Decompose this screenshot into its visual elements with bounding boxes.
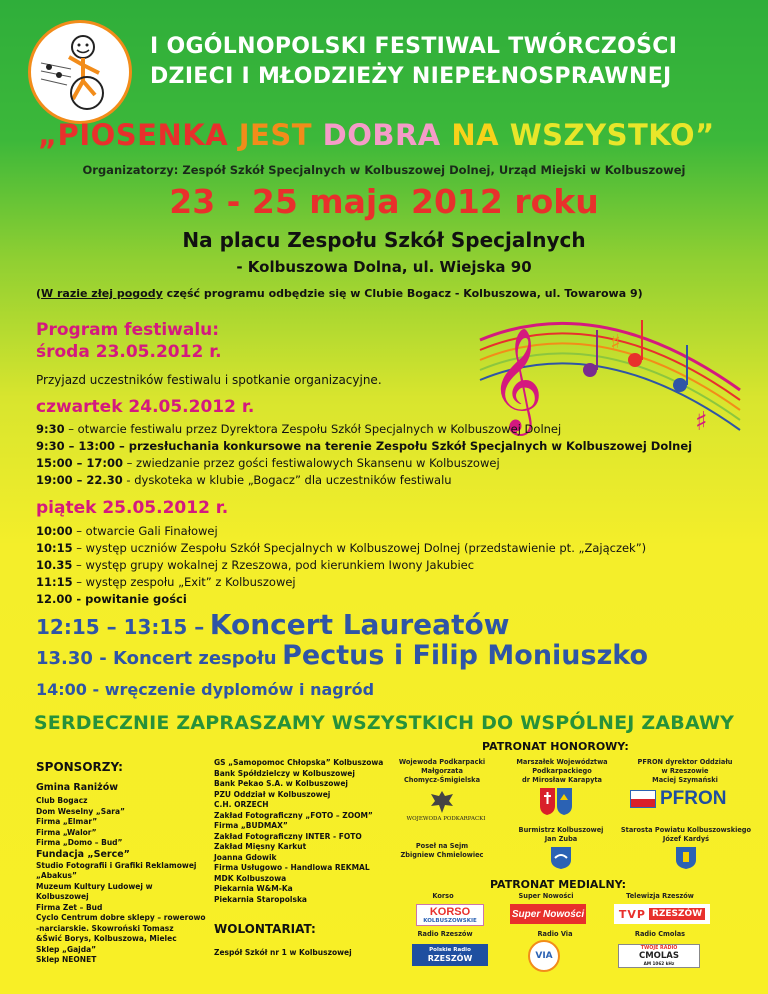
patron-starosta <box>620 826 752 844</box>
sponsor-item: Zakład Fotograficzny „FOTO – ZOOM” <box>214 810 373 820</box>
day3-item <box>36 540 756 557</box>
sponsor-item: „Abakus” <box>36 871 77 880</box>
sponsor-item: -narciarskie. Skowroński Tomasz <box>36 923 174 933</box>
item-text: – występ uczniów Zespołu Szkół Specjalnych w Kolbuszowej Dolnej (przedstawienie pt. „Zajączek”) <box>72 541 647 555</box>
cmolas-logo-line1: TWOJE RADIO <box>640 946 678 951</box>
day2-heading: czwartek 24.05.2012 r. <box>36 397 255 417</box>
program-heading: Program festiwalu: <box>36 320 220 340</box>
day3-heading: piątek 25.05.2012 r. <box>36 498 229 518</box>
polskie-radio-logo <box>412 944 488 966</box>
sponsor-item: Club Bogacz <box>36 796 88 805</box>
volunteers-heading: WOLONTARIAT: <box>214 922 316 936</box>
patron-line: Wojewoda Podkarpacki <box>398 758 486 766</box>
sponsor-item: C.H. ORZECH <box>214 800 269 809</box>
super-nowosci-logo: Super Nowości <box>510 904 586 924</box>
pfron-flag-icon <box>630 790 656 808</box>
item-text: - powitanie gości <box>72 592 187 606</box>
sponsor-item: Sklep NEONET <box>36 955 97 964</box>
sponsor-item: Cyclo Centrum dobre sklepy – rowerowo <box>36 913 206 922</box>
sponsor-item: Dom Weselny „Sara” <box>36 806 125 816</box>
sponsor-gmina: Gmina Raniżów <box>36 782 119 793</box>
pr-logo-line1: Polskie Radio <box>429 947 471 953</box>
item-text: – przesłuchania konkursowe na terenie Zespołu Szkół Specjalnych w Kolbuszowej Dolnej <box>114 439 693 453</box>
item-time: 12.00 <box>36 592 73 606</box>
item-text: – otwarcie Gali Finałowej <box>72 524 218 538</box>
sponsor-item: MDK Kolbuszowa <box>214 873 287 883</box>
song-word-3: DOBRA <box>322 118 441 152</box>
item-time: 9:30 <box>36 422 65 436</box>
item-text: – występ grupy wokalnej z Rzeszowa, pod kierunkiem Iwony Jakubiec <box>72 558 475 572</box>
day3-item <box>36 557 756 574</box>
concert-laureates <box>36 608 510 641</box>
item-time: 19:00 – 22.30 <box>36 473 123 487</box>
media-tvp-label: Telewizja Rzeszów <box>626 892 694 900</box>
sponsor-item: Bank Pekao S.A. w Kolbuszowej <box>214 779 348 788</box>
sponsor-fundacja: Fundacja „Serce” <box>36 848 130 860</box>
patron-line: dr Mirosław Karapyta <box>522 776 602 784</box>
item-text: – otwarcie festiwalu przez Dyrektora Zespołu Szkół Specjalnych w Kolbuszowej Dolnej <box>64 422 562 436</box>
item-time: 9:30 – 13:00 <box>36 439 115 453</box>
venue-line-2: - Kolbuszowa Dolna, ul. Wiejska 90 <box>236 258 532 276</box>
day2-list <box>36 421 756 489</box>
svg-text:𝄞: 𝄞 <box>490 327 544 432</box>
sponsor-item: Piekarnia W&M-Ka <box>214 884 293 893</box>
concert-pectus <box>36 640 648 671</box>
sponsor-item: PZU Oddział w Kolbuszowej <box>214 789 331 799</box>
patron-line: Jan Zuba <box>544 835 578 843</box>
patron-burmistrz <box>506 826 616 844</box>
item-text: – zwiedzanie przez gości festiwalowych Skansenu w Kolbuszowej <box>122 456 500 470</box>
media-super-label: Super Nowości <box>518 892 574 900</box>
venue-line-1: Na placu Zespołu Szkół Specjalnych <box>182 228 586 252</box>
media-pr-label: Radio Rzeszów <box>417 930 473 938</box>
patron-line: PFRON dyrektor Oddziału <box>637 758 733 766</box>
sponsor-item: Firma „BUDMAX” <box>214 821 288 830</box>
rain-rest: część programu odbędzie się w Clubie Bogacz - Kolbuszowa, ul. Towarowa 9) <box>166 287 643 300</box>
sponsor-item: Joanna Gdowik <box>214 852 277 862</box>
song-title <box>38 118 715 152</box>
day3-item <box>36 523 756 540</box>
korso-logo-sub: KOLBUSZOWSKIE <box>423 917 477 924</box>
festival-dates: 23 - 25 maja 2012 roku <box>169 182 599 221</box>
concert2-name: Pectus i Filip Moniuszko <box>282 640 649 671</box>
sponsor-item: Firma „Elmar” <box>36 817 98 826</box>
media-cmolas-label: Radio Cmolas <box>634 930 686 938</box>
patron-posel <box>392 842 492 860</box>
day2-item <box>36 421 756 438</box>
day3-item <box>36 574 756 591</box>
patron-marszalek <box>502 758 622 785</box>
radio-cmolas-logo <box>618 944 700 968</box>
festival-logo <box>28 20 132 124</box>
sponsor-item: Zakład Mięsny Karkut <box>214 842 307 851</box>
sponsors-col2 <box>214 758 384 905</box>
item-time: 15:00 – 17:00 <box>36 456 123 470</box>
song-word-1: „PIOSENKA <box>38 118 229 152</box>
rain-note <box>36 287 643 300</box>
pfron-logo-text: PFRON <box>660 788 727 809</box>
radio-via-logo: VIA <box>528 940 560 972</box>
podkarpackie-shield-icon <box>538 786 574 816</box>
media-via-label: Radio Via <box>537 930 573 938</box>
sponsor-item: Bank Spółdzielczy w Kolbuszowej <box>214 768 355 778</box>
day2-item <box>36 455 756 472</box>
volunteers-text: Zespół Szkół nr 1 w Kolbuszowej <box>214 948 352 957</box>
festival-title <box>150 32 750 92</box>
sponsor-item: GS „Samopomoc Chłopska” Kolbuszowa <box>214 758 384 767</box>
concert1-time: 12:15 – 13:15 – <box>36 615 205 639</box>
sponsor-item: Zakład Fotograficzny INTER - FOTO <box>214 831 362 841</box>
title-line-2: DZIECI I MŁODZIEŻY NIEPEŁNOSPRAWNEJ <box>150 64 672 89</box>
korso-logo <box>416 904 484 926</box>
patron-line: Marszałek Województwa <box>516 758 608 766</box>
organizers: Organizatorzy: Zespół Szkół Specjalnych w Kolbuszowej Dolnej, Urząd Miejski w Kolbuszowej <box>82 163 686 177</box>
item-time: 10:00 <box>36 524 73 538</box>
item-time: 11:15 <box>36 575 73 589</box>
child-wheelchair-icon <box>31 23 129 121</box>
sponsor-item: Firma Usługowo - Handlowa REKMAL <box>214 863 370 872</box>
day2-item <box>36 472 756 489</box>
patron-pfron <box>620 758 750 785</box>
sponsor-item: Firma „Walor” <box>36 827 97 837</box>
rain-open: ( <box>36 287 42 300</box>
powiat-crest-icon <box>675 846 697 870</box>
day2-item <box>36 438 756 455</box>
day1-heading: środa 23.05.2012 r. <box>36 342 222 362</box>
sponsor-item: Muzeum Kultury Ludowej w Kolbuszowej <box>36 881 153 901</box>
sponsor-item: Firma Zet – Bud <box>36 902 103 912</box>
tvp-logo-text: TVP <box>618 907 646 921</box>
patron-line: Burmistrz Kolbuszowej <box>518 826 604 834</box>
invitation: SERDECZNIE ZAPRASZAMY WSZYSTKICH DO WSPÓLNEJ ZABAWY <box>33 712 735 734</box>
item-time: 10.35 <box>36 558 73 572</box>
wojewoda-logo-text: WOJEWODA PODKARPACKI <box>406 816 486 822</box>
item-text: – występ zespołu „Exit” z Kolbuszowej <box>72 575 296 589</box>
awards-line: 14:00 - wręczenie dyplomów i nagród <box>36 680 375 699</box>
sponsor-item: &Świć Borys, Kolbuszowa, Mielec <box>36 934 177 943</box>
concert1-name: Koncert Laureatów <box>209 608 510 641</box>
sponsors-col1 <box>36 796 206 966</box>
patron-line: Maciej Szymański <box>652 776 718 784</box>
concert2-time: 13.30 - Koncert zespołu <box>36 648 277 669</box>
cmolas-logo-freq: AM 1062 kHz <box>643 961 675 966</box>
song-word-5: WSZYSTKO” <box>509 118 715 152</box>
patron-line: Starosta Powiatu Kolbuszowskiego <box>620 826 752 834</box>
patron-line: Podkarpackiego <box>532 767 592 775</box>
item-text: - dyskoteka w klubie „Bogacz” dla uczestników festiwalu <box>122 473 452 487</box>
honorary-heading: PATRONAT HONOROWY: <box>482 740 629 753</box>
patron-wojewoda <box>392 758 492 785</box>
kolbuszowa-crest-icon <box>550 846 572 870</box>
tvp-city-text: RZESZÓW <box>649 908 705 920</box>
sponsor-item: Studio Fotografii i Grafiki Reklamowej <box>36 860 197 870</box>
title-line-1: I OGÓLNOPOLSKI FESTIWAL TWÓRCZOŚCI <box>150 34 678 59</box>
korso-logo-text: KORSO <box>429 905 471 918</box>
patron-line: Poseł na Sejm <box>415 842 469 850</box>
item-time: 10:15 <box>36 541 73 555</box>
patron-line: Zbigniew Chmielowiec <box>400 851 484 859</box>
pr-logo-line2: RZESZÓW <box>427 954 473 963</box>
patron-line: Chomycz-Śmigielska <box>403 776 481 784</box>
song-word-2: JEST <box>238 118 313 152</box>
sponsor-item: Firma „Domo – Bud” <box>36 838 123 847</box>
patron-line: Małgorzata <box>421 767 463 775</box>
song-word-4: NA <box>451 118 500 152</box>
svg-text:♯: ♯ <box>695 407 708 437</box>
eagle-emblem-icon <box>428 788 456 816</box>
day3-list <box>36 523 756 608</box>
day3-item <box>36 591 756 608</box>
patron-line: Józef Kardyś <box>662 835 710 843</box>
day1-text: Przyjazd uczestników festiwalu i spotkanie organizacyjne. <box>36 373 382 387</box>
sponsor-item: Sklep „Gajda” <box>36 944 97 954</box>
rain-underlined: W razie złej pogody <box>41 287 163 300</box>
pfron-logo <box>630 788 742 810</box>
cmolas-logo-line2: CMOLAS <box>638 951 680 961</box>
tvp-rzeszow-logo <box>614 904 710 924</box>
media-heading: PATRONAT MEDIALNY: <box>490 878 627 891</box>
patron-line: w Rzeszowie <box>661 767 709 775</box>
media-korso-label: Korso <box>432 892 454 900</box>
sponsor-item: Piekarnia Staropolska <box>214 894 307 904</box>
svg-text:♯: ♯ <box>610 331 621 356</box>
sponsors-heading: SPONSORZY: <box>36 760 123 774</box>
